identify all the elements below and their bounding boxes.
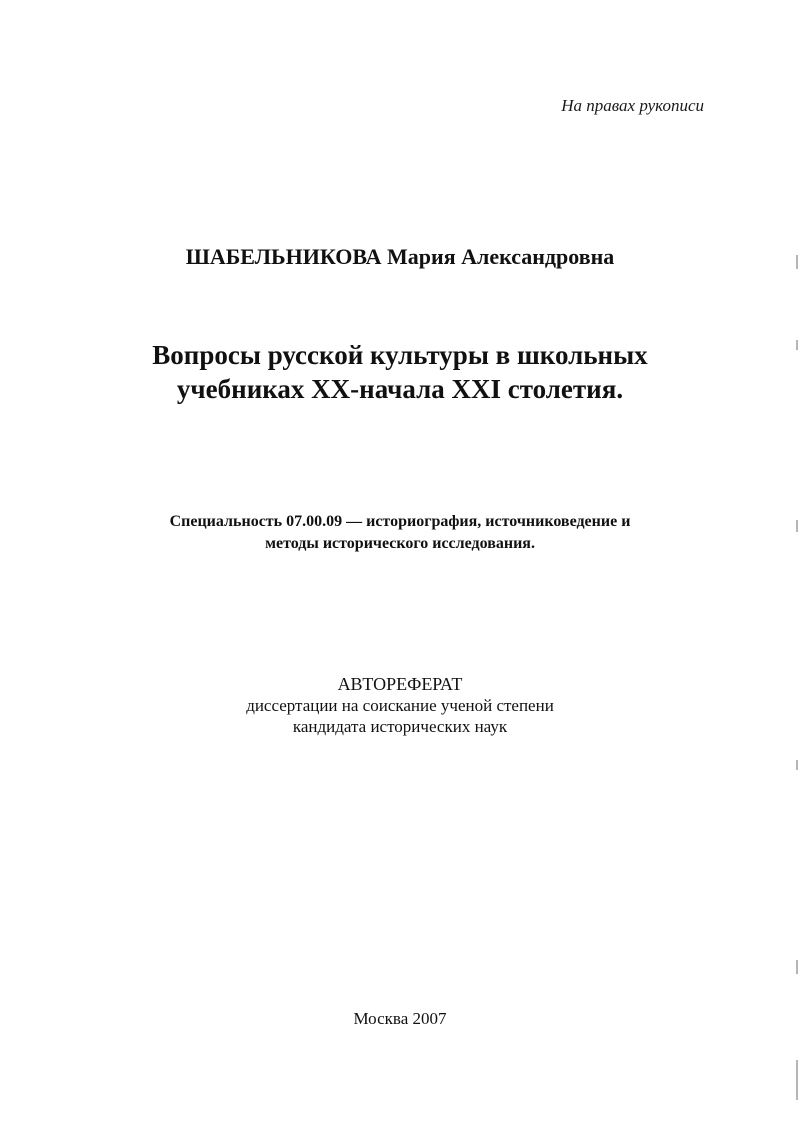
abstract-line-1: диссертации на соискание ученой степени <box>246 696 554 715</box>
title-line-2: учебниках XX-начала XXI столетия. <box>176 374 624 404</box>
title-line-1: Вопросы русской культуры в школьных <box>152 340 648 370</box>
scan-artifact <box>796 960 798 974</box>
abstract-line-2: кандидата исторических наук <box>292 717 508 736</box>
scan-artifact <box>796 255 798 269</box>
scan-artifact <box>796 760 798 770</box>
author-name: ШАБЕЛЬНИКОВА Мария Александровна <box>185 244 615 269</box>
manuscript-rights-note: На правах рукописи <box>561 96 704 115</box>
city-year: Москва 2007 <box>353 1009 447 1028</box>
scan-artifact <box>796 1060 798 1100</box>
specialty-line-1: Специальность 07.00.09 — историография, источниковедение и <box>169 513 631 530</box>
scan-artifact <box>796 520 798 532</box>
abstract-kind: АВТОРЕФЕРАТ <box>337 674 463 694</box>
document-title <box>0 338 800 406</box>
abstract-block <box>0 674 800 737</box>
scan-artifact <box>796 340 798 350</box>
specialty-line-2: методы исторического исследования. <box>265 535 535 552</box>
specialty-block <box>0 511 800 555</box>
